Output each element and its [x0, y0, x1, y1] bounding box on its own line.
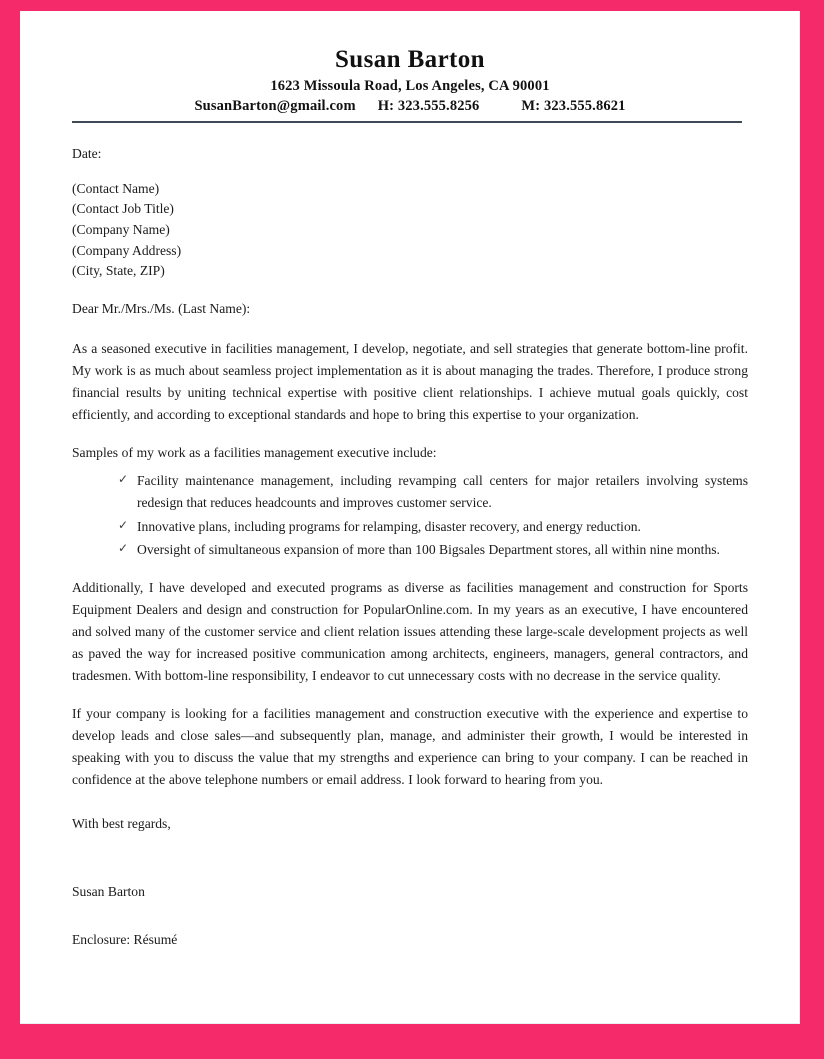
list-item-label: Innovative plans, including programs for relamping, disaster recovery, and energy reduction. — [137, 518, 641, 534]
letterhead-divider — [72, 121, 742, 123]
letter-page — [20, 11, 800, 1024]
list-item — [72, 539, 748, 561]
check-mark-icon: ✓ — [118, 517, 129, 532]
recipient-address-block — [72, 179, 748, 282]
letterhead — [72, 46, 748, 123]
sender-phone-home: H: 323.555.8256 — [377, 98, 480, 115]
body-paragraph-3: If your company is looking for a facilities management and construction executive with the experience and expertise to develop leads and close sales—and subsequently plan, manage, and administer their growth, I would be interested in speaking with you to discuss the value that my strengths and experience can bring to your company. I can be reached in confidence at the above telephone numbers or email address. I look forward to hearing from you. — [72, 706, 748, 788]
list-item-label: Facility maintenance management, including revamping call centers for major retailers involving systems redesign that reduces headcounts and improves customer service. — [137, 473, 748, 510]
enclosure-line: Enclosure: Résumé — [72, 932, 178, 948]
salutation: Dear Mr./Mrs./Ms. (Last Name): — [72, 300, 251, 316]
sender-phone-mobile: M: 323.555.8621 — [521, 98, 626, 115]
date-label: Date: — [72, 145, 102, 161]
recipient-line: (Company Address) — [72, 242, 182, 258]
list-item-label: Oversight of simultaneous expansion of more than 100 Bigsales Department stores, all within nine months. — [137, 542, 720, 558]
letter-content — [72, 46, 748, 951]
recipient-line: (City, State, ZIP) — [72, 263, 165, 279]
list-item — [72, 470, 748, 514]
sender-name: Susan Barton — [335, 46, 485, 73]
letter-body — [72, 143, 748, 952]
closing-line: With best regards, — [72, 816, 171, 832]
sender-contact-line — [72, 97, 748, 117]
check-mark-icon: ✓ — [118, 541, 129, 556]
check-mark-icon: ✓ — [118, 472, 129, 487]
body-paragraph-2: Additionally, I have developed and executed programs as diverse as facilities management and construction for Sports Equipment Dealers and design and construction for PopularOnline.com. In my years as an executive, I have encountered and solved many of the customer service and client relation issues attending these large-scale development projects as well as paved the way for increased positive communication among architects, engineers, managers, general contractors, and tradesmen. With bottom-line responsibility, I endeavor to cut unnecessary costs with no decrease in the service quality. — [72, 580, 748, 684]
signature-name: Susan Barton — [72, 884, 145, 900]
recipient-line: (Contact Job Title) — [72, 201, 174, 217]
list-item — [72, 516, 748, 538]
sender-address: 1623 Missoula Road, Los Angeles, CA 90001 — [270, 77, 550, 94]
highlights-list — [72, 470, 748, 561]
recipient-line: (Company Name) — [72, 221, 170, 237]
list-intro: Samples of my work as a facilities management executive include: — [72, 445, 437, 460]
recipient-line: (Contact Name) — [72, 180, 160, 196]
body-paragraph-1: As a seasoned executive in facilities management, I develop, negotiate, and sell strategies that generate bottom-line profit. My work is as much about seamless project implementation as it is about managing the trades. Therefore, I produce strong financial results by uniting technical expertise with positive client relationships. I achieve mutual goals quickly, cost efficiently, and according to exceptional standards and hope to bring this expertise to your organization. — [72, 340, 748, 422]
sender-email: SusanBarton@gmail.com — [194, 98, 356, 115]
